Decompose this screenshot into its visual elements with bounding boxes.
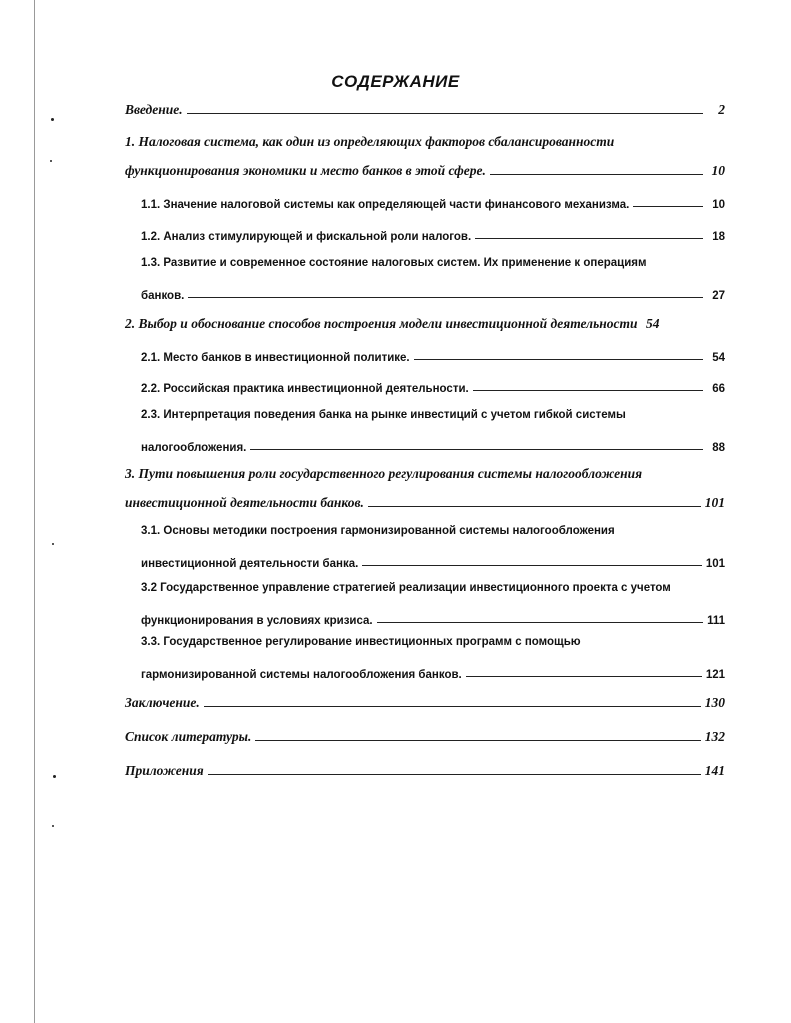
toc-entry-introduction — [125, 100, 725, 118]
toc-entry-section-2-1 — [141, 346, 725, 364]
page-number: 18 — [712, 231, 725, 243]
leader-line — [188, 296, 703, 298]
entry-title: Приложения — [125, 763, 204, 778]
toc-entry-section-3-3 — [141, 636, 725, 681]
leader-line — [473, 389, 703, 391]
page-number: 88 — [712, 442, 725, 454]
entry-title: 1.2. Анализ стимулирующей и фискальной роли налогов. — [141, 231, 472, 243]
entry-title-line-1: 3.3. Государственное регулирование инвестиционных программ с помощью — [141, 636, 581, 648]
entry-title-line-1: 2.3. Интерпретация поведения банка на рынке инвестиций с учетом гибкой системы — [141, 409, 626, 421]
entry-title: 2.1. Место банков в инвестиционной политике. — [141, 352, 410, 364]
entry-title-line-1: 3.2 Государственное управление стратегией реализации инвестиционного проекта с учетом — [141, 582, 671, 594]
leader-line — [255, 739, 700, 741]
leader-line — [187, 112, 703, 114]
toc-entry-section-3-1 — [141, 525, 725, 570]
page-number: 141 — [704, 763, 725, 778]
page-number: 111 — [707, 615, 725, 627]
entry-title-line-2: гармонизированной системы налогообложения банков. — [141, 669, 462, 681]
toc-entry-chapter-2 — [125, 314, 725, 332]
page-number: 10 — [712, 199, 725, 211]
entry-title: 1.1. Значение налоговой системы как определяющей части финансового механизма. — [141, 199, 630, 211]
page-number: 130 — [704, 695, 725, 710]
entry-title-line-2: функционирования экономики и место банков в этой сфере. — [125, 163, 486, 178]
page-number: 101 — [704, 495, 725, 510]
toc-entry-section-1-2 — [141, 225, 725, 243]
entry-title: 2.2. Российская практика инвестиционной деятельности. — [141, 383, 469, 395]
leader-line — [490, 173, 703, 175]
scan-speck — [51, 118, 54, 121]
toc-entry-section-2-3 — [141, 409, 725, 454]
entry-title: Заключение. — [125, 695, 200, 710]
entry-title: Введение. — [125, 102, 183, 117]
entry-title-line-2: банков. — [141, 290, 185, 302]
toc-entry-chapter-1 — [125, 134, 725, 179]
scan-speck — [53, 775, 56, 778]
page-number: 101 — [705, 558, 725, 570]
leader-line — [368, 505, 701, 507]
toc-entry-bibliography — [125, 727, 725, 745]
leader-line — [633, 205, 703, 207]
entry-title: Список литературы. — [125, 729, 252, 744]
leader-line — [377, 621, 703, 623]
scan-speck — [50, 160, 52, 162]
scan-speck — [52, 543, 54, 545]
entry-title-line-2: инвестиционной деятельности банка. — [141, 558, 359, 570]
leader-line — [204, 705, 701, 707]
toc-entry-appendices — [125, 761, 725, 779]
leader-line — [475, 237, 703, 239]
page-number: 66 — [712, 383, 725, 395]
leader-line — [250, 448, 703, 450]
page-number: 27 — [712, 290, 725, 302]
leader-line — [414, 358, 703, 360]
toc-entry-section-1-3 — [141, 257, 725, 302]
page-title: СОДЕРЖАНИЕ — [331, 72, 460, 91]
leader-line — [208, 773, 701, 775]
scan-margin-line — [34, 0, 35, 1023]
page-number: 10 — [711, 163, 725, 178]
entry-title-line-1: 1. Налоговая система, как один из определяющих факторов сбалансированности — [125, 134, 615, 149]
page-number: 121 — [705, 669, 725, 681]
toc-entry-section-1-1 — [141, 193, 725, 211]
page-number: 54 — [646, 316, 660, 331]
entry-title-line-1: 1.3. Развитие и современное состояние налоговых систем. Их применение к операциям — [141, 257, 647, 269]
toc-entry-chapter-3 — [125, 466, 725, 511]
toc-entry-section-3-2 — [141, 582, 725, 627]
entry-title-line-2: налогообложения. — [141, 442, 247, 454]
toc-entry-conclusion — [125, 693, 725, 711]
entry-title-line-1: 3.1. Основы методики построения гармонизированной системы налогообложения — [141, 525, 615, 537]
entry-title-line-2: инвестиционной деятельности банков. — [125, 495, 364, 510]
page-number: 132 — [704, 729, 725, 744]
entry-title-line-1: 3. Пути повышения роли государственного регулирования системы налогообложения — [125, 466, 643, 481]
leader-line — [362, 564, 701, 566]
entry-title: 2. Выбор и обоснование способов построения модели инвестиционной деятельности — [125, 316, 638, 331]
leader-line — [466, 675, 702, 677]
page-number: 2 — [718, 102, 725, 117]
page-number: 54 — [712, 352, 725, 364]
entry-title-line-2: функционирования в условиях кризиса. — [141, 615, 373, 627]
scan-speck — [52, 825, 54, 827]
toc-entry-section-2-2 — [141, 377, 725, 395]
